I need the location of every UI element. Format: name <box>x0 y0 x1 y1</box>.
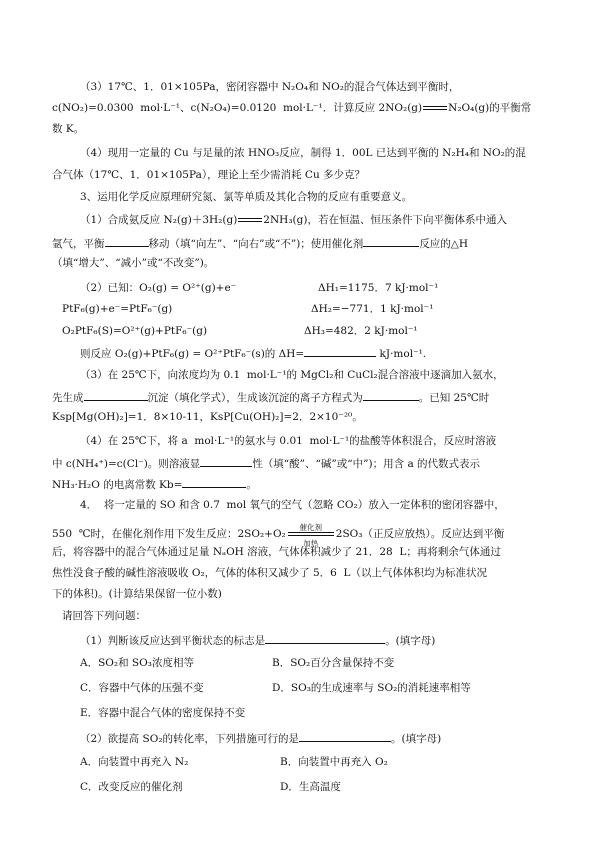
s4-q1-option-b: B．SO₂百分含量保持不变 <box>272 657 395 669</box>
s3-q1-text-b: 2NH₃(g)，若在恒温、恒压条件下向平衡体系中通入 <box>263 214 507 226</box>
questions-intro: 请回答下列问题： <box>62 610 146 622</box>
s3-q2-ask <box>80 345 426 361</box>
equilibrium-arrow <box>422 103 448 113</box>
s3-q3-text-c: 沉淀（填化学式），生成该沉淀的离子方程式为 <box>147 392 363 404</box>
section-4-line-2 <box>52 523 505 548</box>
section-4-line-5: 下的体积)。(计算结果保留一位小数) <box>52 588 222 600</box>
q4-line-1: （4）现用一定量的 Cu 与足量的浓 HNO₃反应，制得 1．00L 已达到平衡的 N₂H₄和 NO₂的混 <box>80 147 526 159</box>
s4-text-a: 550 ℃时，在催化剂作用下发生反应：2SO₂+O₂ <box>52 528 286 540</box>
s3-q2-dh-3: ΔH₃=482．2 kJ·mol⁻¹ <box>304 325 418 337</box>
s3-q2-eq-1: （2）已知：O₂(g) = O²⁺(g)+e⁻ <box>80 282 237 294</box>
q3-line-2-tail: N₂O₄(g)的平衡常 <box>448 102 532 114</box>
s4-q2-option-d: D．生高温度 <box>280 781 341 793</box>
s4-q2-tail: 。(填字母) <box>391 733 442 745</box>
answer-blank[interactable] <box>304 345 376 357</box>
heat-label: 加热 <box>303 539 319 548</box>
section-4-line-4: 焦性没食子酸的碱性溶液吸收 O₂，气体的体积又减少了 5．6 L（以上气体体积均为标准状况 <box>52 567 487 579</box>
s4-q1 <box>80 632 435 648</box>
s4-q2 <box>80 730 441 746</box>
s3-q4-text-b: 中 c(NH₄⁺)=c(Cl⁻)。则溶液显 <box>52 458 201 470</box>
section-4-line-1: 4． 将一定量的 SO 和含 0.7 mol 氧气的空气（忽略 CO₂）放入一定体积的密闭容器中， <box>80 499 505 511</box>
answer-blank[interactable] <box>105 235 149 247</box>
s3-q4-text-d: NH₃·H₂O 的电离常数 Kb= <box>52 479 183 491</box>
q3-line-1: （3）17℃、1．01×105Pa，密闭容器中 N₂O₄和 NO₂的混合气体达到平衡时， <box>80 81 460 93</box>
answer-blank[interactable] <box>84 389 148 401</box>
s3-q4-text-c: 性（填“酸”、“碱”或“中”)；用含 a 的代数式表示 <box>252 458 481 470</box>
s3-q2-eq-2: PtF₆(g)+e⁻=PtF₆⁻(g) <box>62 303 173 315</box>
s3-q3-line-2 <box>52 389 489 405</box>
s3-q4-text-e: 。 <box>246 479 257 491</box>
answer-blank[interactable] <box>363 389 419 401</box>
s3-q1-line-1 <box>80 213 507 227</box>
q3-line-2 <box>52 101 531 115</box>
catalyst-label: 催化剂 <box>299 523 323 532</box>
q3-line-3: 数 K。 <box>52 123 85 135</box>
s4-q1-tail: 。(填字母) <box>385 635 436 647</box>
section-4-line-3: 后，将容器中的混合气体通过足量 NₐOH 溶液，气体体积减少了 21．28 L；再将剩余气体通过 <box>52 546 501 558</box>
s3-q1-text-c: 氩气，平衡 <box>52 238 105 250</box>
s4-q2-option-a: A．向装置中再充入 N₂ <box>80 756 189 768</box>
s3-q1-line-2 <box>52 235 468 251</box>
s3-q1-text-a: （1）合成氨反应 N₂(g)＋3H₂(g) <box>80 214 238 226</box>
catalyst-heat-arrow <box>288 523 334 548</box>
s3-q3-line-1: （3）在 25℃下，向浓度均为 0.1 mol·L⁻¹的 MgCl₂和 CuCl₂混合溶液中逐滴加入氨水， <box>80 369 504 381</box>
q4-line-2: 合气体（17℃、1．01×105Pa），理论上至少需消耗 Cu 多少克？ <box>52 169 366 181</box>
s3-q1-line-3: （填“增大”、“减小”或“不改变”)。 <box>52 257 215 269</box>
s4-q1-option-c: C．容器中气体的压强不变 <box>80 682 204 694</box>
s4-q1-option-a: A．SO₂和 SO₃浓度相等 <box>80 657 194 669</box>
s3-q2-eq-3: O₂PtF₆(S)=O²⁺(g)+PtF₆⁻(g) <box>62 325 208 337</box>
s4-q2-option-c: C．改变反应的催化剂 <box>80 781 183 793</box>
answer-blank[interactable] <box>299 730 391 742</box>
section-3-title: 3、运用化学反应原理研究氮、氯等单质及其化合物的反应有重要意义。 <box>80 191 413 203</box>
s4-q1-option-d: D．SO₃的生成速率与 SO₂的消耗速率相等 <box>272 682 471 694</box>
s4-q2-option-b: B．向装置中再充入 O₂ <box>280 756 388 768</box>
answer-blank[interactable] <box>182 476 246 488</box>
s3-q1-text-e: 反应的△H <box>419 238 469 250</box>
answer-blank[interactable] <box>265 632 385 644</box>
answer-blank[interactable] <box>200 455 252 467</box>
s4-q1-text: （1）判断该反应达到平衡状态的标志是 <box>80 635 266 647</box>
s4-q1-option-e: E．容器中混合气体的密度保持不变 <box>80 707 246 719</box>
s3-q3-text-b: 先生成 <box>52 392 84 404</box>
s3-q3-text-d: 。已知 25℃时 <box>418 392 490 404</box>
s4-q2-text: （2）欲提高 SO₂的转化率，下列措施可行的是 <box>80 733 300 745</box>
s3-q2-dh-1: ΔH₁=1175．7 kJ·mol⁻¹ <box>318 282 439 294</box>
s3-q3-line-3: Ksp[Mg(OH)₂]=1．8×10-11，KsP[Cu(OH)₂]=2．2×10⁻²⁰。 <box>52 411 363 423</box>
s4-text-b: 2SO₃（正反应放热）。反应达到平衡 <box>335 528 505 540</box>
s3-q4-line-2 <box>52 455 480 471</box>
s3-q4-line-3 <box>52 476 257 492</box>
answer-blank[interactable] <box>363 235 419 247</box>
s3-q2-ask-text: 则反应 O₂(g)+PtF₆(g) = O²⁺PtF₆⁻(s)的 ΔH= <box>80 348 305 360</box>
s3-q1-text-d: 移动（填“向左”、“向右”或“不”)；使用催化剂 <box>148 238 364 250</box>
q3-line-2-text: c(NO₂)=0.0300 mol·L⁻¹、c(N₂O₄)=0.0120 mol·L⁻¹．计算反应 2NO₂(g) <box>52 102 423 114</box>
s3-q2-unit: kJ·mol⁻¹. <box>376 348 427 360</box>
equilibrium-arrow <box>237 215 263 225</box>
s3-q2-dh-2: ΔH₂=−771．1 kJ·mol⁻¹ <box>311 303 434 315</box>
s3-q4-line-1: （4）在 25℃下，将 a mol·L⁻¹的氨水与 0.01 mol·L⁻¹的盐酸等体积混合，反应时溶液 <box>80 435 497 447</box>
